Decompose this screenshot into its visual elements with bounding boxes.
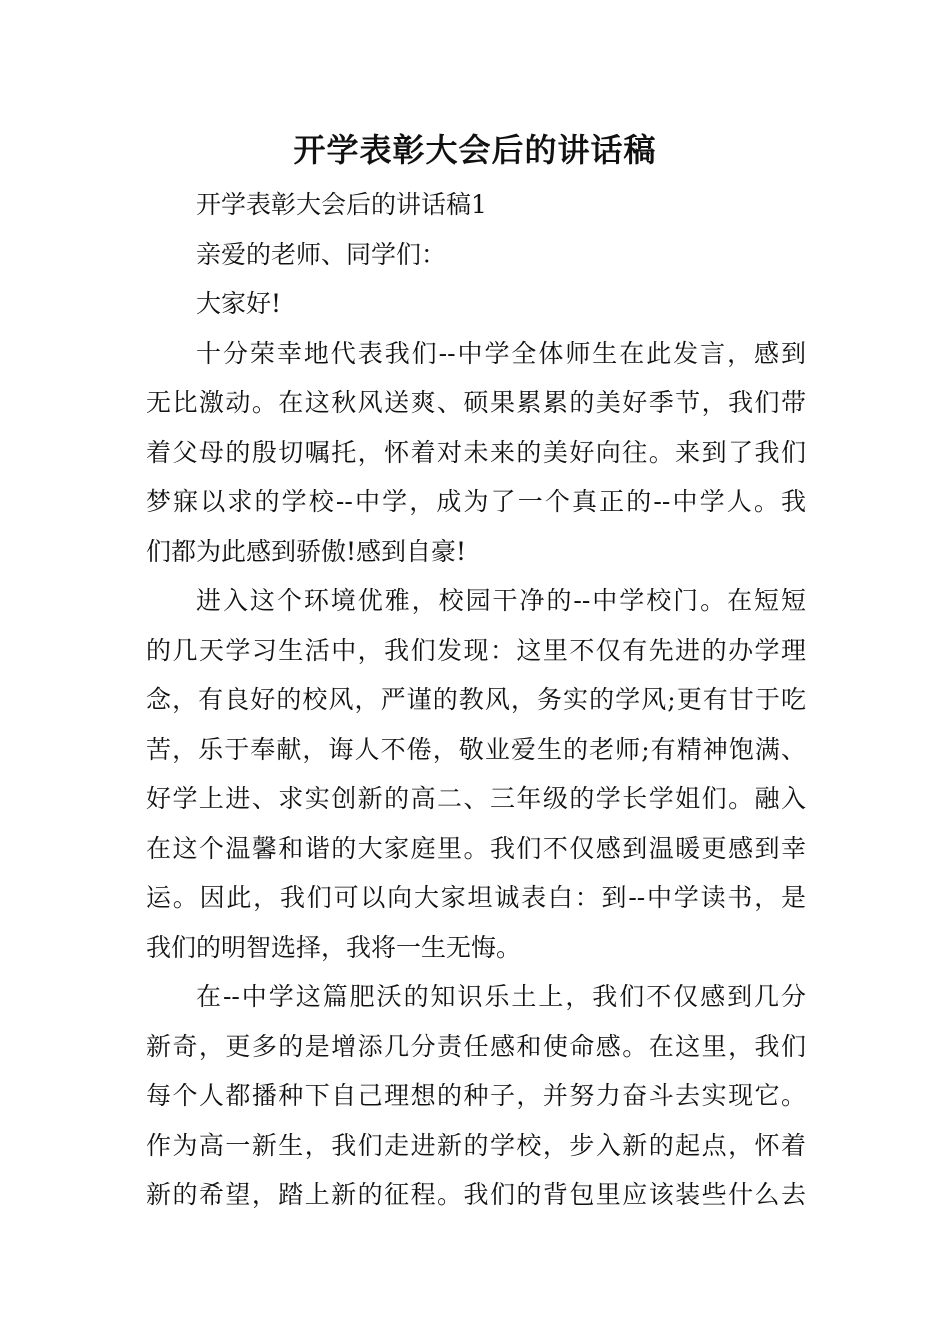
body-line: 好学上进、求实创新的高二、三年级的学长学姐们。融入 (146, 784, 806, 813)
document-title: 开学表彰大会后的讲话稿 (293, 131, 657, 169)
body-line: 进入这个环境优雅，校园干净的--中学校门。在短短 (196, 586, 806, 615)
body-line: 在这个温馨和谐的大家庭里。我们不仅感到温暖更感到幸 (146, 833, 806, 863)
body-line: 新的希望，踏上新的征程。我们的背包里应该装些什么去 (146, 1180, 806, 1209)
body-line: 苦，乐于奉献，诲人不倦，敬业爱生的老师;有精神饱满、 (146, 734, 806, 764)
body-line: 在--中学这篇肥沃的知识乐土上，我们不仅感到几分 (196, 982, 806, 1011)
body-line: 们都为此感到骄傲!感到自豪! (146, 536, 467, 566)
body-line: 念，有良好的校风，严谨的教风，务实的学风;更有甘于吃 (146, 685, 806, 714)
body-line: 作为高一新生，我们走进新的学校，步入新的起点，怀着 (146, 1130, 806, 1160)
body-line: 亲爱的老师、同学们： (196, 239, 447, 269)
body-line: 无比激动。在这秋风送爽、硕果累累的美好季节，我们带 (146, 388, 806, 417)
body-line: 的几天学习生活中，我们发现：这里不仅有先进的办学理 (146, 635, 806, 665)
body-line: 梦寐以求的学校--中学，成为了一个真正的--中学人。我 (146, 487, 806, 516)
body-line: 着父母的殷切嘱托，怀着对未来的美好向往。来到了我们 (146, 437, 806, 467)
body-line: 十分荣幸地代表我们--中学全体师生在此发言，感到 (196, 338, 806, 368)
body-line: 新奇，更多的是增添几分责任感和使命感。在这里，我们 (146, 1031, 806, 1061)
document-body (146, 180, 806, 1220)
body-line: 开学表彰大会后的讲话稿1 (196, 190, 487, 219)
body-line: 我们的明智选择，我将一生无悔。 (146, 932, 522, 962)
body-line: 大家好! (196, 289, 282, 318)
body-line: 每个人都播种下自己理想的种子，并努力奋斗去实现它。 (146, 1081, 806, 1110)
body-line: 运。因此，我们可以向大家坦诚表白：到--中学读书，是 (146, 883, 806, 912)
